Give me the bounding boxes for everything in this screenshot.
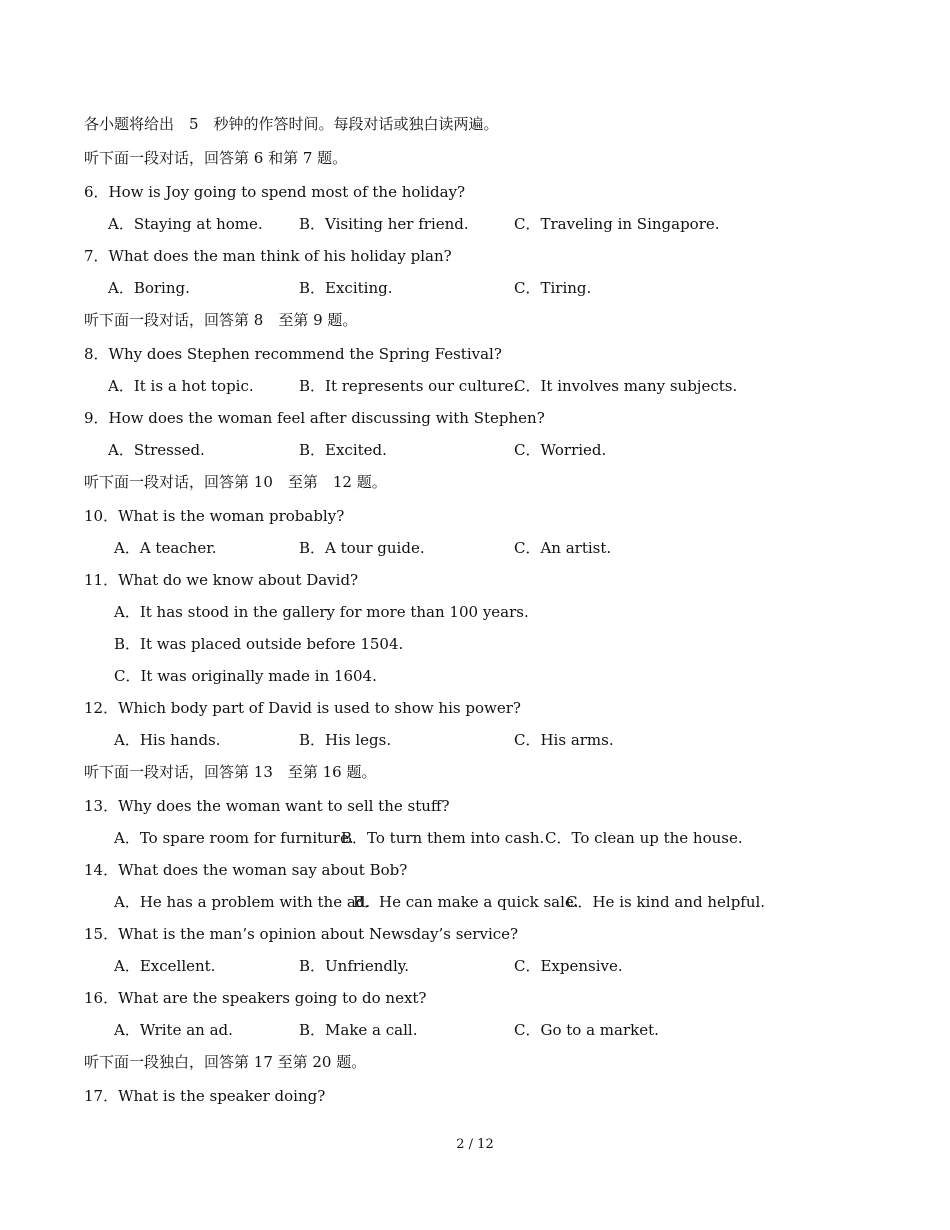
question-14-option-a: A．He has a problem with the ad. [114, 893, 371, 911]
question-13: 13．Why does the woman want to sell the stuff? [84, 797, 450, 815]
question-6-option-a: A．Staying at home. [108, 215, 263, 233]
question-7-option-a: A．Boring. [108, 279, 190, 297]
question-15: 15．What is the man’s opinion about Newsday’s service? [84, 925, 519, 943]
question-12: 12．Which body part of David is used to show his power? [84, 699, 521, 717]
question-9-option-c: C．Worried. [514, 441, 607, 459]
section-heading-q10-q12: 听下面一段对话，回答第 10 至第 12 题。 [84, 473, 387, 491]
question-16: 16．What are the speakers going to do next? [84, 989, 427, 1007]
question-10: 10．What is the woman probably? [84, 507, 345, 525]
question-14: 14．What does the woman say about Bob? [84, 861, 408, 879]
question-8: 8．Why does Stephen recommend the Spring Festival? [84, 345, 502, 363]
question-11-option-a: A．It has stood in the gallery for more than 100 years. [114, 603, 529, 621]
question-13-option-a: A．To spare room for furniture. [114, 829, 354, 847]
question-10-option-b: B．A tour guide. [299, 539, 425, 557]
instructions-intro: 各小题将给出 5 秒钟的作答时间。每段对话或独白读两遍。 [84, 115, 499, 133]
question-16-option-b: B．Make a call. [299, 1021, 418, 1039]
question-9: 9．How does the woman feel after discussing with Stephen? [84, 409, 545, 427]
question-13-option-b: B．To turn them into cash. [341, 829, 545, 847]
question-11: 11．What do we know about David? [84, 571, 359, 589]
question-10-option-a: A．A teacher. [114, 539, 217, 557]
question-12-option-a: A．His hands. [114, 731, 221, 749]
question-6-option-b: B．Visiting her friend. [299, 215, 469, 233]
question-7-option-c: C．Tiring. [514, 279, 592, 297]
question-9-option-b: B．Excited. [299, 441, 387, 459]
question-14-option-b: B．He can make a quick sale. [353, 893, 579, 911]
question-17: 17．What is the speaker doing? [84, 1087, 326, 1105]
question-9-option-a: A．Stressed. [108, 441, 205, 459]
page-number: 2 / 12 [456, 1137, 494, 1152]
question-15-option-b: B．Unfriendly. [299, 957, 410, 975]
question-8-option-b: B．It represents our culture. [299, 377, 519, 395]
question-8-option-c: C．It involves many subjects. [514, 377, 738, 395]
question-15-option-a: A．Excellent. [114, 957, 216, 975]
section-heading-q8-q9: 听下面一段对话，回答第 8 至第 9 题。 [84, 311, 358, 329]
question-11-option-c: C．It was originally made in 1604. [114, 667, 377, 685]
question-12-option-b: B．His legs. [299, 731, 392, 749]
question-13-option-c: C．To clean up the house. [545, 829, 743, 847]
question-16-option-c: C．Go to a market. [514, 1021, 659, 1039]
question-7-option-b: B．Exciting. [299, 279, 393, 297]
question-15-option-c: C．Expensive. [514, 957, 623, 975]
question-14-option-c: C．He is kind and helpful. [566, 893, 766, 911]
question-6-option-c: C．Traveling in Singapore. [514, 215, 720, 233]
question-7: 7．What does the man think of his holiday plan? [84, 247, 452, 265]
question-10-option-c: C．An artist. [514, 539, 612, 557]
question-12-option-c: C．His arms. [514, 731, 614, 749]
section-heading-q17-q20: 听下面一段独白，回答第 17 至第 20 题。 [84, 1053, 367, 1071]
question-6: 6．How is Joy going to spend most of the holiday? [84, 183, 466, 201]
question-11-option-b: B．It was placed outside before 1504. [114, 635, 404, 653]
question-16-option-a: A．Write an ad. [114, 1021, 233, 1039]
section-heading-q13-q16: 听下面一段对话，回答第 13 至第 16 题。 [84, 763, 377, 781]
question-8-option-a: A．It is a hot topic. [108, 377, 254, 395]
section-heading-q6-q7: 听下面一段对话，回答第 6 和第 7 题。 [84, 149, 348, 167]
